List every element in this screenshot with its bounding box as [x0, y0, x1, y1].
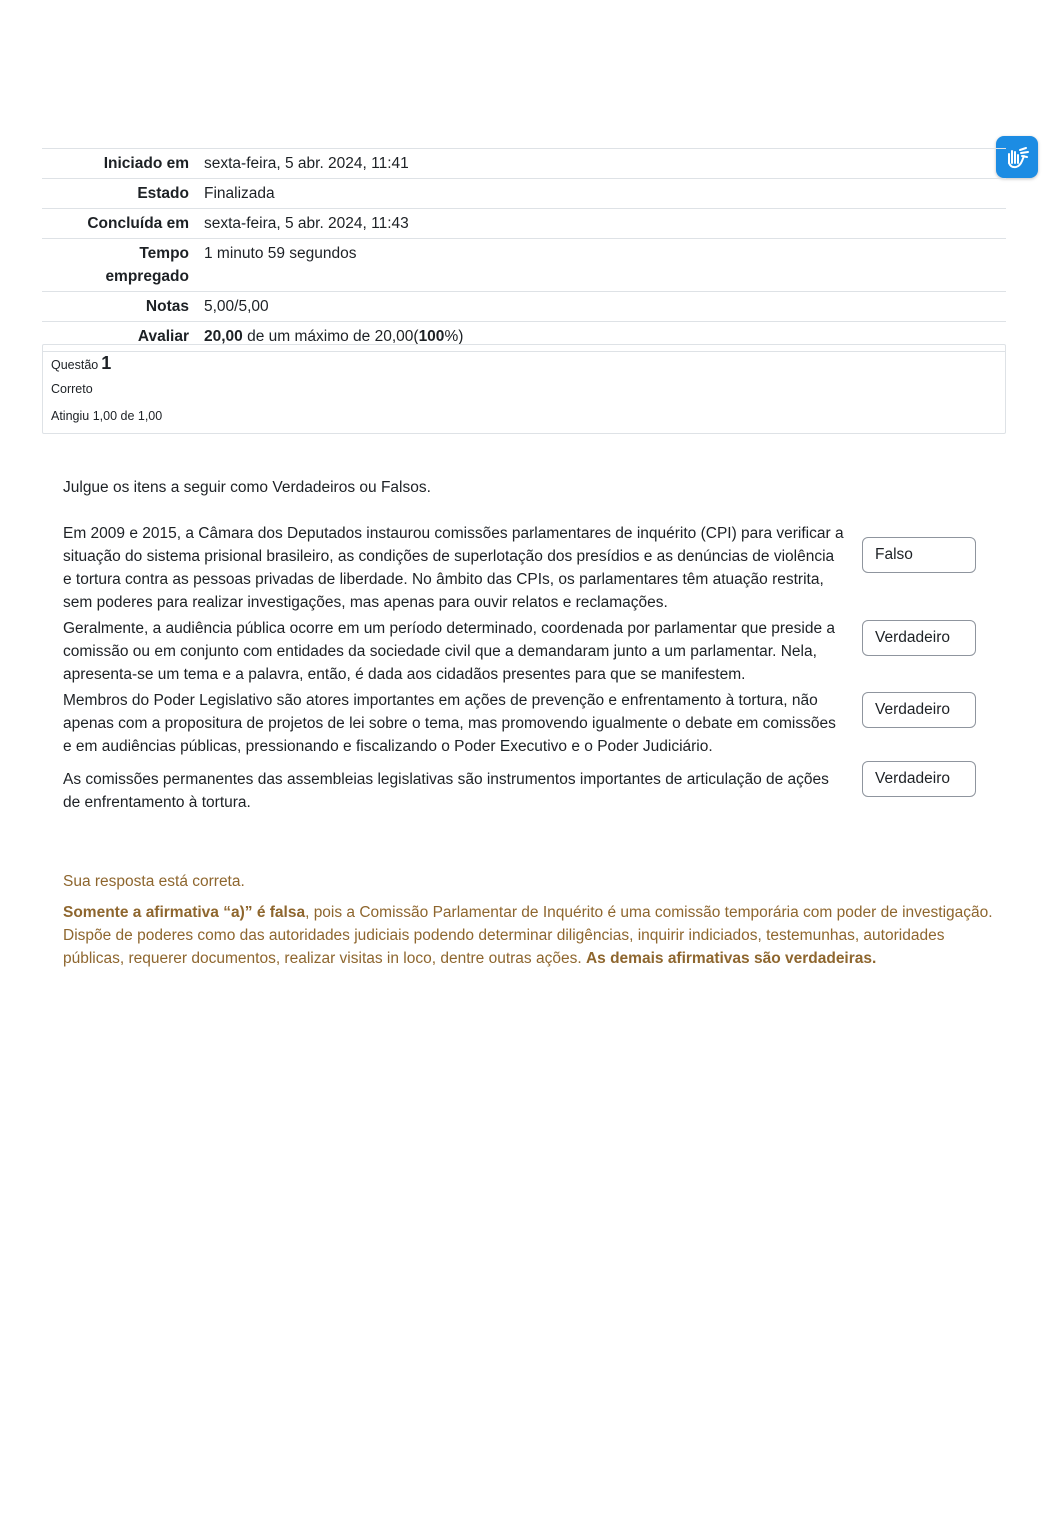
question-number-value: 1 — [101, 353, 112, 373]
question-state: Correto — [51, 382, 93, 396]
summary-label: Iniciado em — [103, 155, 189, 172]
feedback-body — [63, 901, 993, 970]
feedback-bold-start: Somente a afirmativa “a)” é falsa — [63, 904, 306, 921]
answer-select[interactable]: Verdadeiro — [862, 692, 976, 728]
match-item-stem: Em 2009 e 2015, a Câmara dos Deputados instaurou comissões parlamentares de inquérito (CPI) para verificar a situação do sistema prisional brasileiro, as condições de superlotação dos presídios e as denúncias de violência e tortura contra as pessoas privadas de liberdade. No âmbito das CPIs, os parlamentares têm atuação restrita, sem poderes para realizar investigações, mas apenas para ouvir relatos e reclamações. — [63, 525, 844, 611]
summary-row-completed — [42, 209, 1006, 239]
question-content — [63, 476, 983, 811]
sign-language-hands-icon — [1003, 143, 1031, 171]
general-feedback — [63, 870, 993, 970]
summary-row-time-taken — [42, 239, 1006, 292]
summary-value: sexta-feira, 5 abr. 2024, 11:43 — [204, 215, 409, 232]
grade-percent-suffix: %) — [444, 328, 464, 345]
feedback-title: Sua resposta está correta. — [63, 873, 245, 890]
match-item-stem: As comissões permanentes das assembleias legislativas são instrumentos importantes de articulação de ações de enfrentamento à tortura. — [63, 771, 829, 811]
summary-label — [42, 239, 204, 292]
grade-percent: 100 — [418, 328, 445, 345]
summary-label: Estado — [137, 185, 189, 202]
summary-label: Avaliar — [137, 328, 189, 345]
match-item-stem: Membros do Poder Legislativo são atores importantes em ações de prevenção e enfrentamento à tortura, não apenas com a propositura de projetos de lei sobre o tema, mas promovendo igualmente o debate em comissões e em audiências públicas, pressionando e fiscalizando o Poder Executivo e o Poder Judiciário. — [63, 692, 836, 755]
answer-select[interactable]: Falso — [862, 537, 976, 573]
feedback-text: , pois a Comissão Parlamentar de Inquérito é uma comissão temporária com poder de investigação. Dispõe de poderes como das autoridades judiciais podendo determinar diligências, inquirir indiciados, testemunhas, autoridades públicas, requerer documentos, realizar visitas in loco, dentre outras ações. — [63, 904, 993, 967]
summary-label-text: Tempo empregado — [105, 245, 189, 285]
question-label: Questão — [51, 358, 99, 372]
question-grade: Atingiu 1,00 de 1,00 — [51, 409, 163, 423]
question-instructions: Julgue os itens a seguir como Verdadeiros ou Falsos. — [63, 479, 431, 496]
question-number — [51, 353, 111, 374]
summary-label: Concluída em — [87, 215, 189, 232]
summary-value: Finalizada — [204, 185, 275, 202]
attempt-summary-table — [42, 148, 1006, 352]
answer-select[interactable]: Verdadeiro — [862, 620, 976, 656]
question-info-box — [42, 344, 1006, 434]
feedback-bold-end: As demais afirmativas são verdadeiras. — [585, 950, 877, 967]
summary-row-started — [42, 149, 1006, 179]
summary-label: Notas — [145, 298, 189, 315]
grade-max-text: de um máximo de 20,00( — [242, 328, 419, 345]
answer-select[interactable]: Verdadeiro — [862, 761, 976, 797]
summary-value: 1 minuto 59 segundos — [204, 245, 357, 262]
summary-row-marks — [42, 292, 1006, 322]
summary-row-state — [42, 179, 1006, 209]
summary-value: 5,00/5,00 — [204, 298, 269, 315]
grade-score: 20,00 — [204, 328, 243, 345]
match-item-stem: Geralmente, a audiência pública ocorre em um período determinado, coordenada por parlamentar que preside a comissão ou em conjunto com entidades da sociedade civil que a demandaram junto a um parlamentar. Nela, apresenta-se um tema e a palavra, então, é dada aos cidadãos presentes para que se manifestem. — [63, 620, 836, 683]
summary-value: sexta-feira, 5 abr. 2024, 11:41 — [204, 155, 409, 172]
